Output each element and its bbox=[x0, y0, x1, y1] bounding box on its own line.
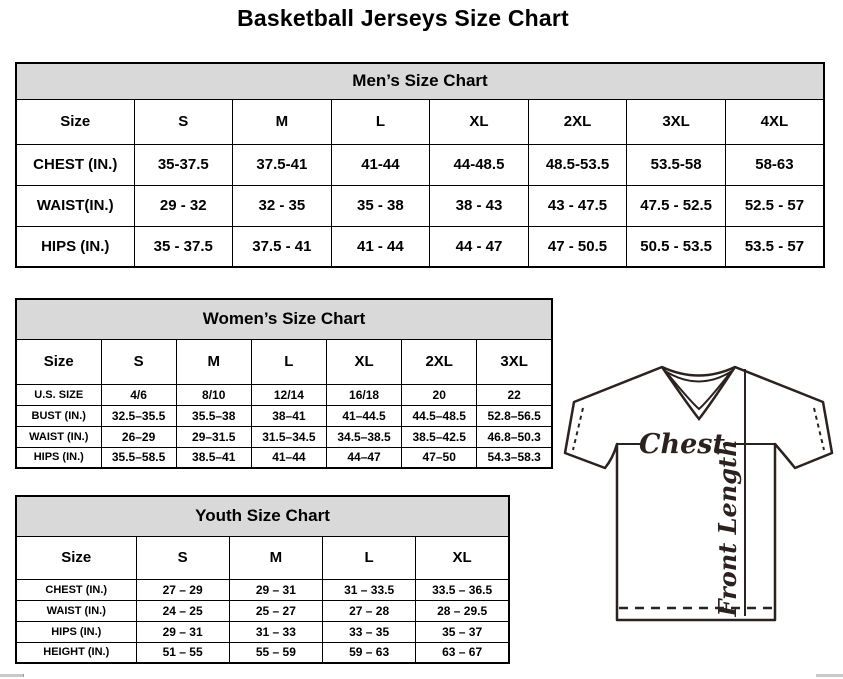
size-cell: 58-63 bbox=[725, 144, 824, 185]
column-header: 3XL bbox=[477, 339, 552, 384]
scrollbar-artifact-right bbox=[816, 674, 843, 677]
size-cell: 47 - 50.5 bbox=[528, 226, 627, 267]
column-header: 2XL bbox=[528, 99, 627, 144]
size-cell: 4/6 bbox=[101, 384, 176, 405]
size-cell: 31 – 33 bbox=[229, 621, 322, 642]
column-header: XL bbox=[326, 339, 401, 384]
size-cell: 24 – 25 bbox=[136, 600, 229, 621]
size-cell: 52.5 - 57 bbox=[725, 185, 824, 226]
size-cell: 55 – 59 bbox=[229, 642, 322, 663]
size-cell: 33.5 – 36.5 bbox=[416, 579, 509, 600]
table-row bbox=[16, 144, 824, 185]
size-table bbox=[15, 298, 553, 469]
column-header: Size bbox=[16, 99, 134, 144]
table-row bbox=[16, 405, 552, 426]
size-cell: 41–44 bbox=[251, 447, 326, 468]
size-cell: 38 - 43 bbox=[430, 185, 529, 226]
column-header: XL bbox=[430, 99, 529, 144]
size-cell: 44-48.5 bbox=[430, 144, 529, 185]
size-cell: 29 - 32 bbox=[134, 185, 233, 226]
size-table bbox=[15, 495, 510, 664]
table-title: Women’s Size Chart bbox=[16, 299, 552, 339]
row-label: HIPS (IN.) bbox=[16, 226, 134, 267]
table-row bbox=[16, 579, 509, 600]
size-cell: 35.5–38 bbox=[176, 405, 251, 426]
column-header: 3XL bbox=[627, 99, 726, 144]
column-header: L bbox=[323, 536, 416, 579]
row-label: WAIST(IN.) bbox=[16, 185, 134, 226]
column-header: S bbox=[134, 99, 233, 144]
size-cell: 41 - 44 bbox=[331, 226, 430, 267]
size-cell: 33 – 35 bbox=[323, 621, 416, 642]
size-cell: 34.5–38.5 bbox=[326, 426, 401, 447]
column-header: M bbox=[229, 536, 322, 579]
column-header: S bbox=[136, 536, 229, 579]
size-cell: 35 - 38 bbox=[331, 185, 430, 226]
row-label: WAIST (IN.) bbox=[16, 426, 101, 447]
size-cell: 50.5 - 53.5 bbox=[627, 226, 726, 267]
size-cell: 52.8–56.5 bbox=[477, 405, 552, 426]
womens-size-chart-table bbox=[15, 298, 553, 469]
table-row bbox=[16, 600, 509, 621]
row-label: HEIGHT (IN.) bbox=[16, 642, 136, 663]
header-row bbox=[16, 536, 509, 579]
column-header: L bbox=[251, 339, 326, 384]
column-header: XL bbox=[416, 536, 509, 579]
table-row bbox=[16, 447, 552, 468]
header-row bbox=[16, 99, 824, 144]
size-cell: 29 – 31 bbox=[229, 579, 322, 600]
size-cell: 44.5–48.5 bbox=[402, 405, 477, 426]
size-cell: 47–50 bbox=[402, 447, 477, 468]
row-label: HIPS (IN.) bbox=[16, 447, 101, 468]
chest-label: Chest bbox=[639, 429, 725, 460]
column-header: 2XL bbox=[402, 339, 477, 384]
column-header: L bbox=[331, 99, 430, 144]
size-cell: 27 – 28 bbox=[323, 600, 416, 621]
front-length-label: Front Length bbox=[713, 439, 742, 617]
column-header: 4XL bbox=[725, 99, 824, 144]
size-cell: 35 – 37 bbox=[416, 621, 509, 642]
size-cell: 43 - 47.5 bbox=[528, 185, 627, 226]
size-cell: 38.5–41 bbox=[176, 447, 251, 468]
size-cell: 63 – 67 bbox=[416, 642, 509, 663]
row-label: WAIST (IN.) bbox=[16, 600, 136, 621]
size-cell: 26–29 bbox=[101, 426, 176, 447]
page-title: Basketball Jerseys Size Chart bbox=[237, 5, 569, 31]
table-row bbox=[16, 426, 552, 447]
size-cell: 8/10 bbox=[176, 384, 251, 405]
size-cell: 35 - 37.5 bbox=[134, 226, 233, 267]
size-cell: 53.5 - 57 bbox=[725, 226, 824, 267]
size-cell: 44–47 bbox=[326, 447, 401, 468]
table-title: Men’s Size Chart bbox=[16, 63, 824, 99]
mens-size-chart-table bbox=[15, 62, 825, 268]
size-cell: 46.8–50.3 bbox=[477, 426, 552, 447]
size-cell: 28 – 29.5 bbox=[416, 600, 509, 621]
size-cell: 47.5 - 52.5 bbox=[627, 185, 726, 226]
size-cell: 38.5–42.5 bbox=[402, 426, 477, 447]
size-cell: 12/14 bbox=[251, 384, 326, 405]
scrollbar-artifact-left bbox=[0, 674, 24, 677]
table-row bbox=[16, 185, 824, 226]
size-cell: 27 – 29 bbox=[136, 579, 229, 600]
row-label: CHEST (IN.) bbox=[16, 579, 136, 600]
youth-size-chart-table bbox=[15, 495, 510, 664]
size-cell: 53.5-58 bbox=[627, 144, 726, 185]
size-cell: 37.5-41 bbox=[233, 144, 332, 185]
size-cell: 54.3–58.3 bbox=[477, 447, 552, 468]
row-label: U.S. SIZE bbox=[16, 384, 101, 405]
size-cell: 20 bbox=[402, 384, 477, 405]
size-cell: 48.5-53.5 bbox=[528, 144, 627, 185]
table-row bbox=[16, 621, 509, 642]
size-cell: 35-37.5 bbox=[134, 144, 233, 185]
table-row bbox=[16, 642, 509, 663]
column-header: M bbox=[233, 99, 332, 144]
column-header: S bbox=[101, 339, 176, 384]
size-cell: 31.5–34.5 bbox=[251, 426, 326, 447]
size-cell: 59 – 63 bbox=[323, 642, 416, 663]
size-cell: 16/18 bbox=[326, 384, 401, 405]
column-header: M bbox=[176, 339, 251, 384]
size-cell: 41–44.5 bbox=[326, 405, 401, 426]
header-row bbox=[16, 339, 552, 384]
size-table bbox=[15, 62, 825, 268]
row-label: HIPS (IN.) bbox=[16, 621, 136, 642]
size-cell: 31 – 33.5 bbox=[323, 579, 416, 600]
table-row bbox=[16, 226, 824, 267]
jersey-outline-shape bbox=[565, 367, 832, 620]
size-cell: 32.5–35.5 bbox=[101, 405, 176, 426]
size-cell: 41-44 bbox=[331, 144, 430, 185]
jersey-measurement-diagram bbox=[562, 358, 840, 630]
row-label: CHEST (IN.) bbox=[16, 144, 134, 185]
size-cell: 29 – 31 bbox=[136, 621, 229, 642]
size-cell: 32 - 35 bbox=[233, 185, 332, 226]
size-cell: 35.5–58.5 bbox=[101, 447, 176, 468]
size-cell: 29–31.5 bbox=[176, 426, 251, 447]
table-row bbox=[16, 384, 552, 405]
size-cell: 51 – 55 bbox=[136, 642, 229, 663]
size-cell: 44 - 47 bbox=[430, 226, 529, 267]
size-cell: 22 bbox=[477, 384, 552, 405]
row-label: BUST (IN.) bbox=[16, 405, 101, 426]
size-cell: 25 – 27 bbox=[229, 600, 322, 621]
table-title: Youth Size Chart bbox=[16, 496, 509, 536]
size-cell: 38–41 bbox=[251, 405, 326, 426]
column-header: Size bbox=[16, 536, 136, 579]
size-cell: 37.5 - 41 bbox=[233, 226, 332, 267]
column-header: Size bbox=[16, 339, 101, 384]
